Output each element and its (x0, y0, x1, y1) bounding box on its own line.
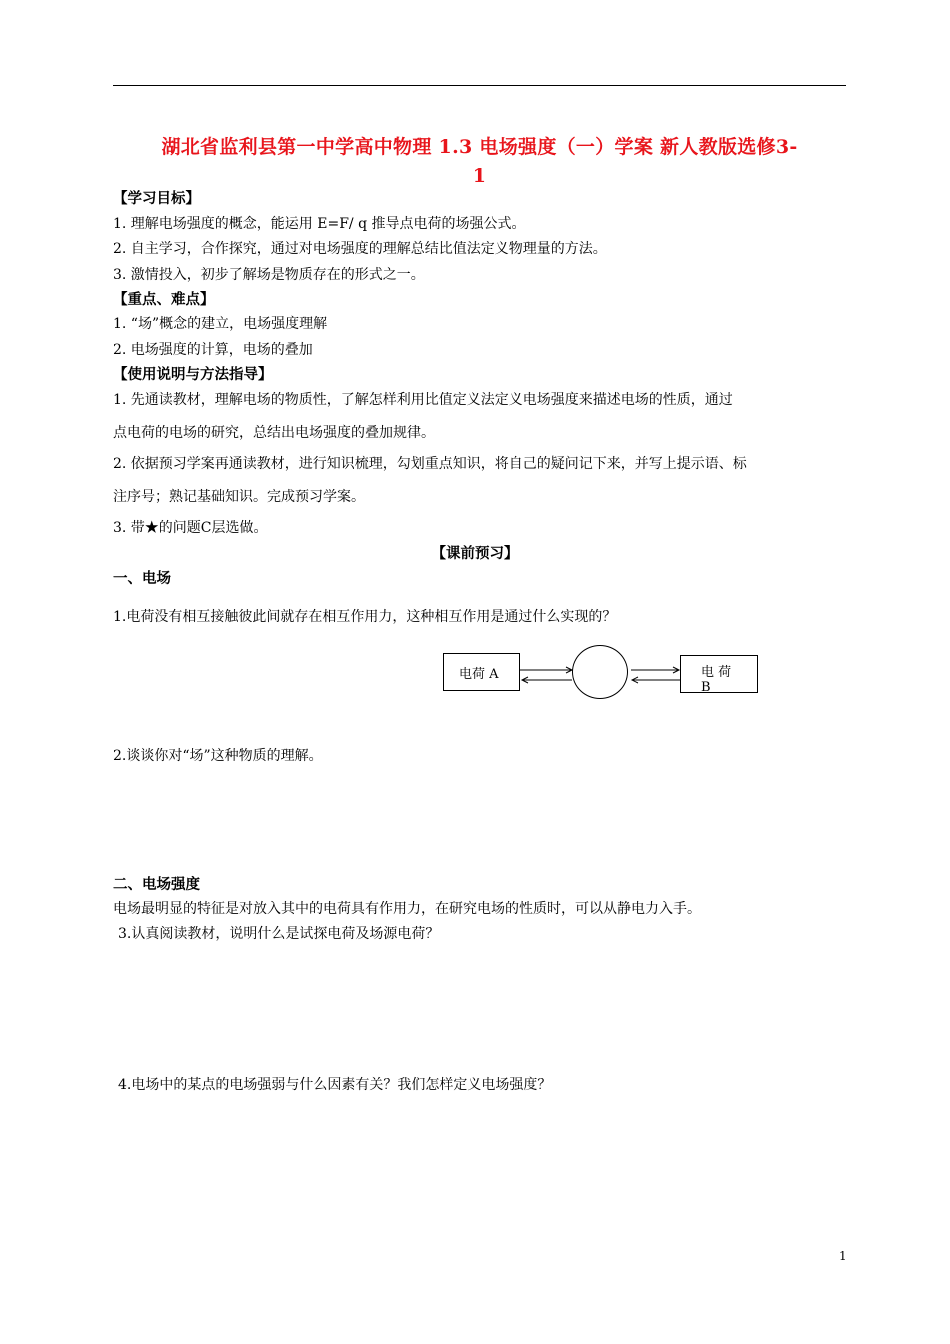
question-2: 2.谈谈你对“场”这种物质的理解。 (113, 748, 323, 764)
charge-b-box (680, 655, 758, 693)
usage-2a: 2. 依据预习学案再通读教材，进行知识梳理，勾划重点知识，将自己的疑问记下来，并写上提示语、标 (113, 456, 747, 472)
usage-3: 3. 带★的问题C层选做。 (113, 520, 268, 536)
arrow-field-to-b (631, 667, 679, 673)
usage-1b: 点电荷的电场的研究，总结出电场强度的叠加规律。 (113, 425, 435, 441)
part2-text: 电场最明显的特征是对放入其中的电荷具有作用力，在研究电场的性质时，可以从静电力入手。 (113, 901, 701, 917)
question-1: 1.电荷没有相互接触彼此间就存在相互作用力，这种相互作用是通过什么实现的？ (113, 609, 617, 625)
document-title (113, 133, 846, 191)
goal-2: 2. 自主学习，合作探究，通过对电场强度的理解总结比值法定义物理量的方法。 (113, 241, 607, 257)
charge-a-box (443, 653, 520, 691)
usage-2b: 注序号；熟记基础知识。完成预习学案。 (113, 489, 365, 505)
usage-heading: 【使用说明与方法指导】 (113, 366, 273, 383)
part1-heading: 一、电场 (113, 570, 171, 587)
arrow-field-to-a (522, 677, 572, 683)
goals-heading: 【学习目标】 (113, 190, 200, 207)
charge-a-label: 电荷 A (459, 667, 499, 682)
title-line-2: 1 (472, 165, 487, 187)
key-2: 2. 电场强度的计算，电场的叠加 (113, 342, 313, 358)
goal-1: 1. 理解电场强度的概念，能运用 E=F/ q 推导点电荷的场强公式。 (113, 216, 526, 232)
header-rule (113, 85, 846, 86)
charge-b-label-1: 电 荷 (701, 665, 732, 680)
arrow-a-to-field (520, 667, 572, 673)
interaction-arrows (515, 662, 685, 688)
preview-heading: 【课前预习】 (431, 545, 519, 562)
page-number: 1 (839, 1249, 847, 1263)
goal-3: 3. 激情投入，初步了解场是物质存在的形式之一。 (113, 267, 425, 283)
usage-1a: 1. 先通读教材，理解电场的物质性，了解怎样利用比值定义法定义电场强度来描述电场的性质，通过 (113, 392, 733, 408)
key-1: 1. “场”概念的建立，电场强度理解 (113, 316, 328, 332)
question-4: 4.电场中的某点的电场强弱与什么因素有关？我们怎样定义电场强度？ (118, 1077, 552, 1093)
charge-b-label-2: B (701, 680, 711, 693)
title-line-1: 湖北省监利县第一中学高中物理 1.3 电场强度（一）学案 新人教版选修3- (161, 136, 798, 158)
part2-heading: 二、电场强度 (113, 876, 200, 893)
key-heading: 【重点、难点】 (113, 291, 215, 308)
question-3: 3.认真阅读教材，说明什么是试探电荷及场源电荷？ (118, 926, 440, 942)
arrow-b-to-field (632, 677, 681, 683)
